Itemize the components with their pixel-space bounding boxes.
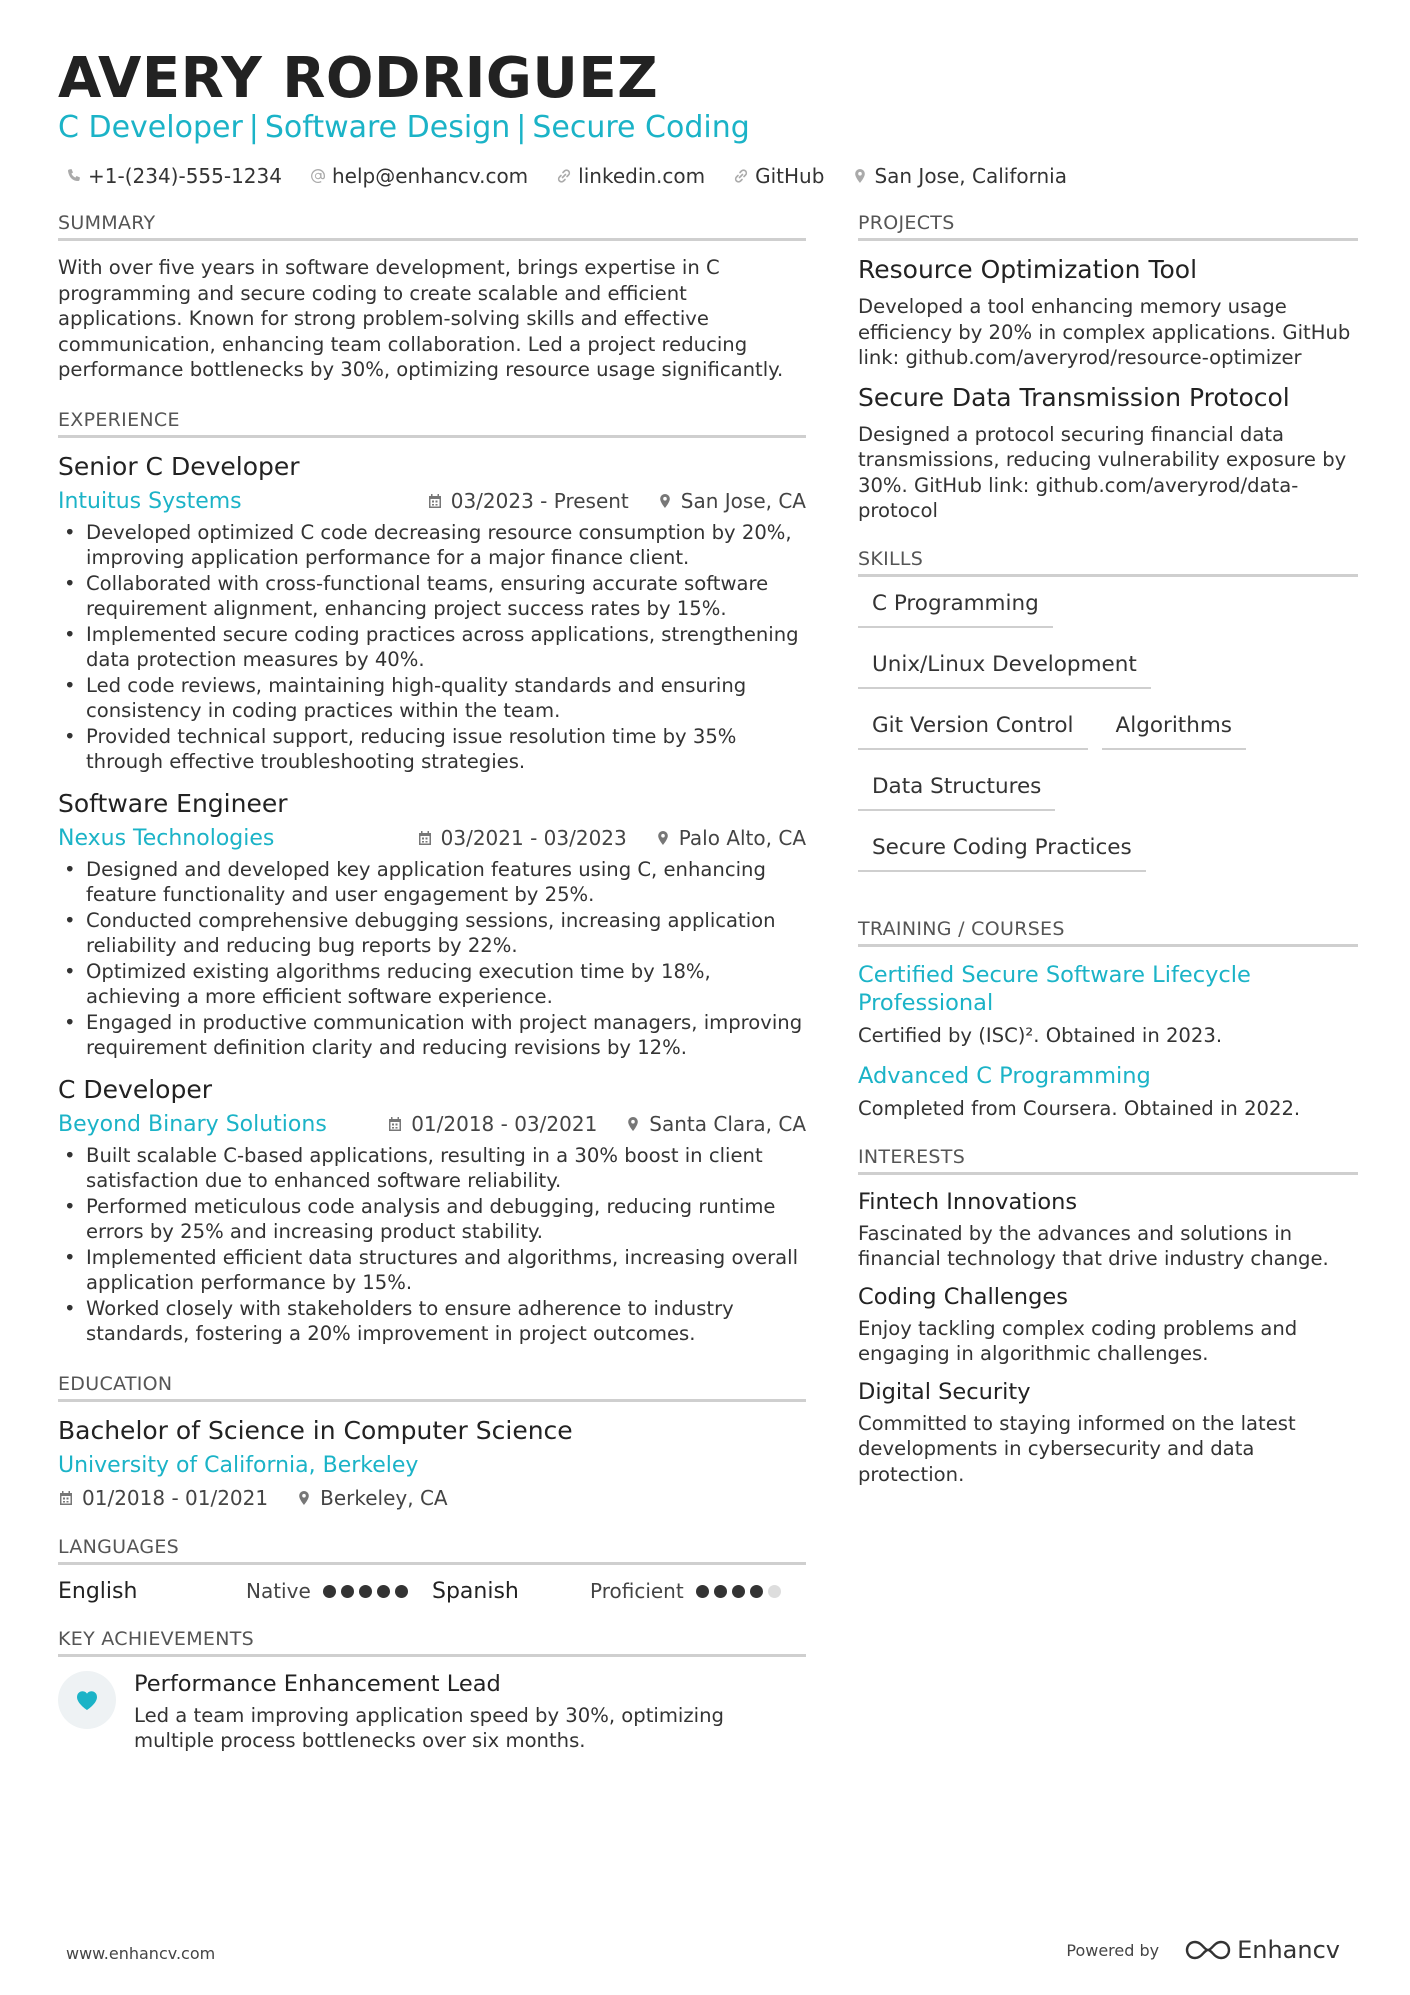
job-company: Beyond Binary Solutions — [58, 1111, 327, 1137]
job-meta — [359, 1112, 806, 1136]
interest-item — [858, 1284, 1358, 1367]
project-title: Secure Data Transmission Protocol — [858, 382, 1290, 412]
map-pin-icon — [657, 493, 673, 509]
footer-website[interactable]: www.enhancv.com — [66, 1944, 216, 1963]
map-pin-icon — [625, 1116, 641, 1132]
education-dates-text: 01/2018 - 01/2021 — [82, 1485, 269, 1510]
skill-tag: Data Structures — [858, 774, 1055, 811]
project-title: Resource Optimization Tool — [858, 255, 1198, 284]
skills-heading: SKILLS — [858, 548, 1358, 577]
interest-title: Fintech Innovations — [858, 1188, 1078, 1215]
job-bullet: • Conducted comprehensive debugging sessions, increasing application reliability and reducing bug reports by 22%. — [58, 908, 806, 959]
language-item — [432, 1579, 806, 1604]
skills-section — [858, 548, 1358, 896]
education-dates — [58, 1486, 268, 1510]
job-bullet: • Developed optimized C code decreasing resource consumption by 20%, improving application performance for a major finance client. — [58, 520, 806, 571]
headline-title-1: C Developer — [58, 110, 243, 145]
job-dates-text: 01/2018 - 03/2021 — [411, 1112, 598, 1136]
summary-section — [58, 212, 806, 383]
interest-item — [858, 1379, 1358, 1488]
contact-github[interactable] — [733, 164, 824, 188]
headline-title-3: Secure Coding — [532, 110, 750, 145]
job-meta-row — [58, 1112, 806, 1137]
language-level: Native — [246, 1579, 311, 1603]
education-meta — [58, 1486, 806, 1510]
job-location — [657, 489, 806, 513]
interests-section — [858, 1146, 1358, 1488]
headline-title-2: Software Design — [264, 110, 511, 145]
job-title: Senior C Developer — [58, 451, 300, 481]
rating-dot-filled — [377, 1585, 390, 1598]
project-item — [858, 255, 1358, 371]
skill-tag: C Programming — [858, 591, 1053, 628]
training-text: Completed from Coursera. Obtained in 2022. — [858, 1097, 1301, 1120]
map-pin-icon — [852, 168, 868, 184]
job-location-text: San Jose, CA — [680, 489, 806, 513]
education-location-text: Berkeley, CA — [320, 1485, 448, 1510]
achievement-title: Performance Enhancement Lead — [134, 1670, 501, 1697]
training-title: Certified Secure Software Lifecycle Professional — [858, 961, 1251, 1016]
job-title: C Developer — [58, 1074, 212, 1104]
languages-row — [58, 1579, 806, 1604]
right-column — [858, 212, 1358, 1487]
job-company: Intuitus Systems — [58, 488, 242, 514]
job-bullets — [58, 1143, 806, 1347]
job-location — [625, 1112, 806, 1136]
job-bullet: • Built scalable C-based applications, resulting in a 30% boost in client satisfaction due to enhanced software reliability. — [58, 1143, 806, 1194]
project-text: Developed a tool enhancing memory usage efficiency by 20% in complex applications. GitHub link: github.com/averyrod/resource-optimizer — [858, 295, 1351, 369]
job-meta-row — [58, 826, 806, 851]
job-dates-text: 03/2021 - 03/2023 — [440, 826, 627, 850]
contact-linkedin[interactable] — [556, 164, 705, 188]
contact-phone-text: +1-(234)-555-1234 — [88, 164, 282, 188]
education-heading: EDUCATION — [58, 1373, 806, 1402]
interest-text: Fascinated by the advances and solutions in financial technology that drive industry change. — [858, 1221, 1329, 1270]
interests-heading: INTERESTS — [858, 1146, 1358, 1175]
footer-brand[interactable] — [1066, 1936, 1340, 1964]
rating-dot-filled — [395, 1585, 408, 1598]
rating-dot-filled — [750, 1585, 763, 1598]
skill-tag: Unix/Linux Development — [858, 652, 1151, 689]
achievements-heading: KEY ACHIEVEMENTS — [58, 1628, 806, 1657]
job-bullet: • Optimized existing algorithms reducing execution time by 18%, achieving a more efficient software experience. — [58, 959, 806, 1010]
enhancv-logo-icon — [1185, 1938, 1231, 1962]
job-title: Software Engineer — [58, 788, 288, 818]
experience-section — [58, 409, 806, 1347]
rating-dot-filled — [732, 1585, 745, 1598]
achievement-text: Led a team improving application speed by 30%, optimizing multiple process bottlenecks over six months. — [134, 1703, 724, 1752]
at-icon — [310, 168, 326, 184]
project-text: Designed a protocol securing financial data transmissions, reducing vulnerability exposure by 30%. GitHub link: github.com/averyrod/data-protocol — [858, 422, 1347, 522]
job-bullet: • Provided technical support, reducing issue resolution time by 35% through effective troubleshooting strategies. — [58, 724, 806, 775]
job-entry — [58, 452, 806, 775]
education-degree: Bachelor of Science in Computer Science — [58, 1415, 573, 1445]
job-location — [655, 826, 806, 850]
job-bullet: • Designed and developed key application features using C, enhancing feature functionality and user engagement by 25%. — [58, 857, 806, 908]
projects-heading: PROJECTS — [858, 212, 1358, 241]
interest-title: Digital Security — [858, 1378, 1031, 1405]
rating-dot-filled — [359, 1585, 372, 1598]
training-item — [858, 961, 1358, 1049]
achievement-badge — [58, 1671, 116, 1729]
training-title: Advanced C Programming — [858, 1063, 1151, 1089]
interest-text: Enjoy tackling complex coding problems and engaging in algorithmic challenges. — [858, 1316, 1298, 1365]
languages-section — [58, 1536, 806, 1604]
contact-email-text: help@enhancv.com — [331, 164, 529, 188]
job-bullet: • Implemented secure coding practices across applications, strengthening data protection measures by 40%. — [58, 622, 806, 673]
rating-dot-filled — [341, 1585, 354, 1598]
job-bullet: • Collaborated with cross-functional teams, ensuring accurate software requirement alignment, enhancing project success rates by 15%. — [58, 571, 806, 622]
education-location — [296, 1486, 447, 1510]
map-pin-icon — [296, 1490, 312, 1506]
language-rating — [696, 1585, 786, 1598]
headline — [58, 110, 750, 145]
rating-dot-filled — [323, 1585, 336, 1598]
calendar-icon — [58, 1490, 74, 1506]
achievement-item — [58, 1671, 806, 1754]
candidate-name: AVERY RODRIGUEZ — [58, 46, 659, 111]
phone-icon — [66, 168, 82, 184]
experience-heading: EXPERIENCE — [58, 409, 806, 438]
job-location-text: Palo Alto, CA — [678, 826, 806, 850]
job-bullets — [58, 520, 806, 775]
interest-title: Coding Challenges — [858, 1283, 1068, 1310]
contact-phone[interactable] — [66, 164, 282, 188]
language-item — [58, 1579, 432, 1604]
job-bullet: • Engaged in productive communication with project managers, improving requirement definition clarity and reducing revisions by 12%. — [58, 1010, 806, 1061]
calendar-icon — [427, 493, 443, 509]
interest-text: Committed to staying informed on the latest developments in cybersecurity and data protection. — [858, 1411, 1296, 1486]
headline-separator: | — [248, 110, 259, 145]
education-school: University of California, Berkeley — [58, 1452, 419, 1478]
skill-tag: Git Version Control — [858, 713, 1088, 750]
training-heading: TRAINING / COURSES — [858, 918, 1358, 947]
job-location-text: Santa Clara, CA — [649, 1112, 806, 1136]
contact-email[interactable] — [310, 164, 528, 188]
projects-section — [858, 212, 1358, 524]
training-section — [858, 918, 1358, 1122]
rating-dot-filled — [714, 1585, 727, 1598]
job-meta-row — [58, 489, 806, 514]
job-dates-text: 03/2023 - Present — [450, 489, 629, 513]
training-text: Certified by (ISC)². Obtained in 2023. — [858, 1023, 1223, 1047]
contact-linkedin-text: linkedin.com — [578, 164, 706, 188]
job-bullets — [58, 857, 806, 1061]
summary-text: With over five years in software development, brings expertise in C programming and secure coding to create scalable and efficient applications. Known for strong problem-solving skills and effective communication, enhancing team collaboration. Led a project reducing performance bottlenecks by 30%, optimizing resource usage significantly. — [58, 256, 784, 381]
languages-heading: LANGUAGES — [58, 1536, 806, 1565]
language-rating — [323, 1585, 413, 1598]
interest-item — [858, 1189, 1358, 1272]
calendar-icon — [417, 830, 433, 846]
job-dates — [427, 489, 629, 513]
project-item — [858, 383, 1358, 524]
contact-location-text: San Jose, California — [874, 164, 1067, 188]
achievements-section — [58, 1628, 806, 1754]
summary-heading: SUMMARY — [58, 212, 806, 241]
headline-separator: | — [516, 110, 527, 145]
heart-icon — [75, 1689, 99, 1711]
language-level: Proficient — [590, 1579, 684, 1603]
job-meta — [399, 489, 806, 513]
language-name: English — [58, 1578, 138, 1604]
job-bullet: • Worked closely with stakeholders to ensure adherence to industry standards, fostering a 20% improvement in project outcomes. — [58, 1296, 806, 1347]
map-pin-icon — [655, 830, 671, 846]
skill-tag: Algorithms — [1102, 713, 1247, 750]
rating-dot-filled — [696, 1585, 709, 1598]
rating-dot-empty — [768, 1585, 781, 1598]
skill-tag: Secure Coding Practices — [858, 835, 1146, 872]
link-icon — [556, 168, 572, 184]
skills-list — [858, 591, 1358, 896]
link-icon — [733, 168, 749, 184]
job-entry — [58, 789, 806, 1061]
job-bullet: • Led code reviews, maintaining high-quality standards and ensuring consistency in coding practices within the team. — [58, 673, 806, 724]
footer-powered-by: Powered by — [1066, 1940, 1160, 1960]
training-item — [858, 1062, 1358, 1122]
job-bullet: • Performed meticulous code analysis and debugging, reducing runtime errors by 25% and increasing product stability. — [58, 1194, 806, 1245]
achievement-content — [134, 1671, 806, 1754]
language-name: Spanish — [432, 1578, 519, 1604]
contact-bar — [66, 164, 1095, 188]
job-entry — [58, 1075, 806, 1347]
job-dates — [387, 1112, 597, 1136]
job-dates — [417, 826, 627, 850]
contact-location — [852, 164, 1067, 188]
contact-github-text: GitHub — [755, 164, 825, 188]
job-company: Nexus Technologies — [58, 825, 275, 851]
job-meta — [389, 826, 806, 850]
job-bullet: • Implemented efficient data structures and algorithms, increasing overall application performance by 15%. — [58, 1245, 806, 1296]
left-column — [58, 212, 806, 1754]
education-section — [58, 1373, 806, 1510]
calendar-icon — [387, 1116, 403, 1132]
footer-brand-name: Enhancv — [1237, 1936, 1340, 1964]
